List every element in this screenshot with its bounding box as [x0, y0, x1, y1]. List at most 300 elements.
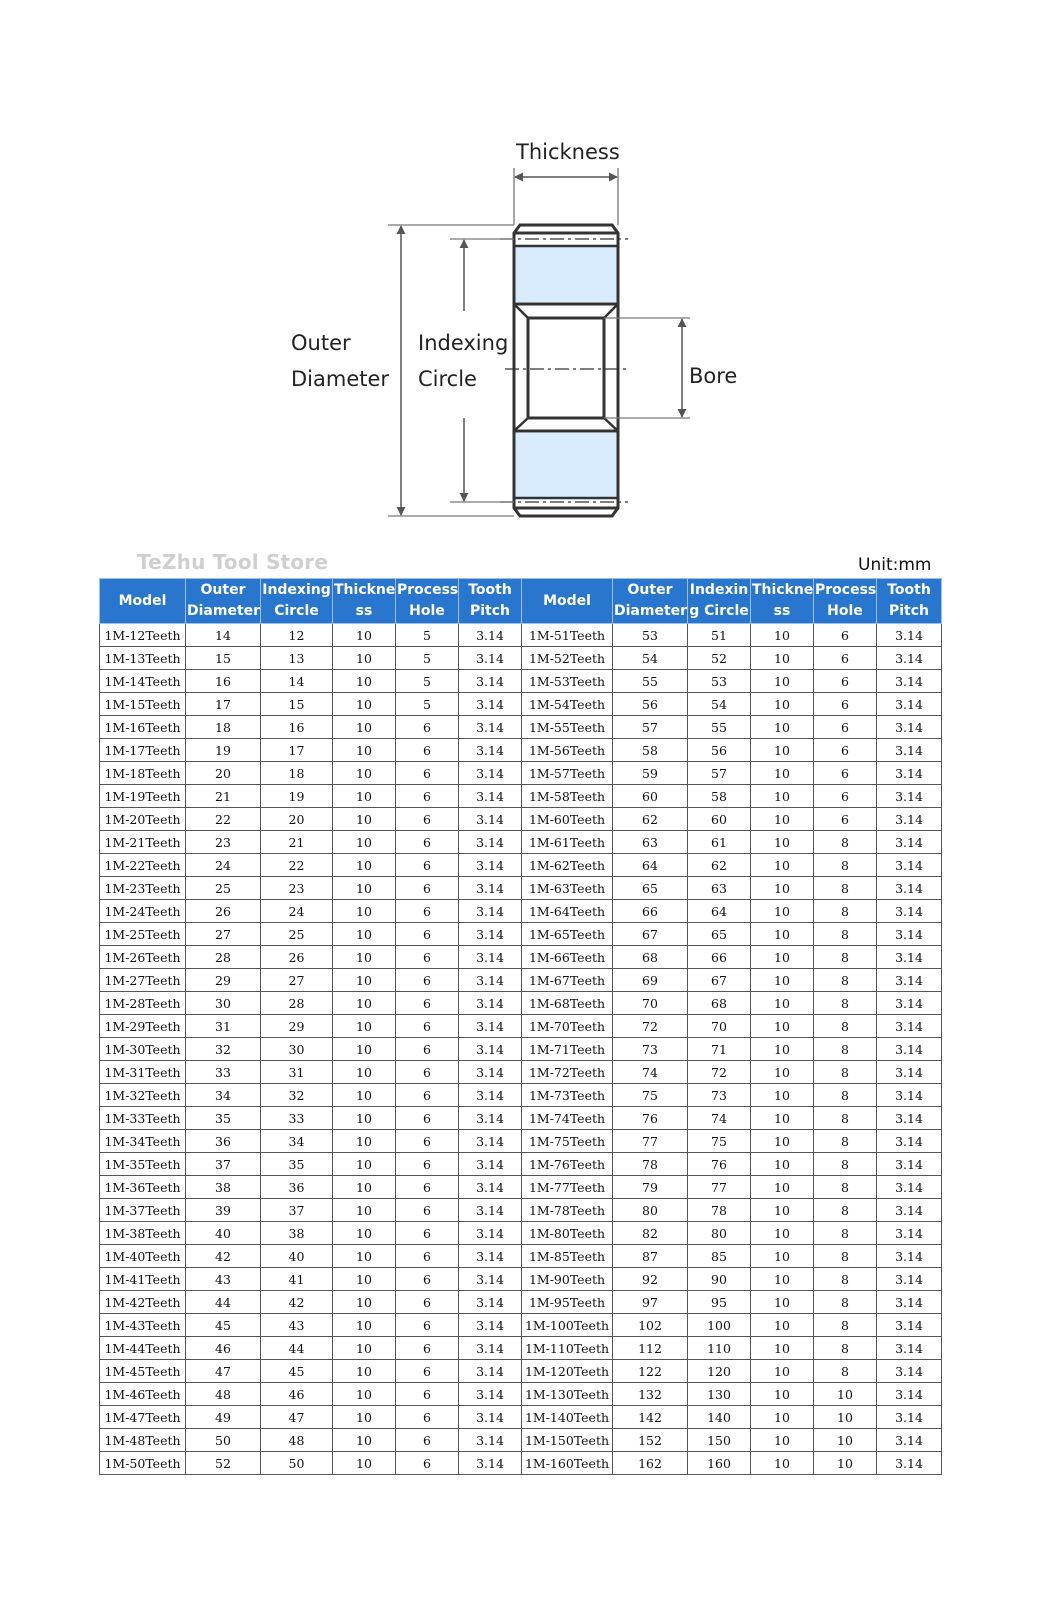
cell-thickness: 10 — [751, 923, 814, 946]
cell-model: 1M-100Teeth — [522, 1314, 613, 1337]
cell-thickness: 10 — [751, 1084, 814, 1107]
cell-thickness: 10 — [333, 1360, 396, 1383]
cell-indexing-circle: 74 — [688, 1107, 751, 1130]
cell-tooth-pitch: 3.14 — [877, 1268, 942, 1291]
cell-tooth-pitch: 3.14 — [459, 647, 522, 670]
gear-tooth-top — [515, 246, 617, 302]
cell-process-hole: 8 — [814, 877, 877, 900]
cell-outer-diameter: 30 — [186, 992, 261, 1015]
cell-thickness: 10 — [333, 900, 396, 923]
label-bore: Bore — [689, 364, 738, 388]
cell-tooth-pitch: 3.14 — [459, 1153, 522, 1176]
cell-process-hole: 6 — [814, 762, 877, 785]
cell-process-hole: 6 — [396, 762, 459, 785]
cell-model: 1M-37Teeth — [100, 1199, 186, 1222]
cell-indexing-circle: 21 — [261, 831, 333, 854]
cell-thickness: 10 — [751, 877, 814, 900]
cell-process-hole: 8 — [814, 1360, 877, 1383]
cell-indexing-circle: 67 — [688, 969, 751, 992]
cell-outer-diameter: 45 — [186, 1314, 261, 1337]
cell-process-hole: 6 — [396, 1337, 459, 1360]
cell-model: 1M-17Teeth — [100, 739, 186, 762]
cell-indexing-circle: 46 — [261, 1383, 333, 1406]
cell-process-hole: 8 — [814, 1337, 877, 1360]
cell-process-hole: 6 — [396, 1360, 459, 1383]
cell-model: 1M-51Teeth — [522, 624, 613, 647]
cell-indexing-circle: 150 — [688, 1429, 751, 1452]
cell-model: 1M-36Teeth — [100, 1176, 186, 1199]
cell-model: 1M-50Teeth — [100, 1452, 186, 1475]
cell-thickness: 10 — [333, 1176, 396, 1199]
cell-indexing-circle: 26 — [261, 946, 333, 969]
cell-model: 1M-42Teeth — [100, 1291, 186, 1314]
cell-model: 1M-53Teeth — [522, 670, 613, 693]
cell-model: 1M-76Teeth — [522, 1153, 613, 1176]
cell-model: 1M-75Teeth — [522, 1130, 613, 1153]
header-text: Model — [118, 592, 167, 609]
cell-indexing-circle: 90 — [688, 1268, 751, 1291]
cell-model: 1M-15Teeth — [100, 693, 186, 716]
cell-tooth-pitch: 3.14 — [877, 1291, 942, 1314]
cell-tooth-pitch: 3.14 — [459, 1360, 522, 1383]
cell-model: 1M-28Teeth — [100, 992, 186, 1015]
cell-process-hole: 6 — [814, 693, 877, 716]
cell-tooth-pitch: 3.14 — [877, 1061, 942, 1084]
table-row — [100, 716, 942, 739]
cell-model: 1M-71Teeth — [522, 1038, 613, 1061]
cell-outer-diameter: 62 — [613, 808, 688, 831]
cell-indexing-circle: 22 — [261, 854, 333, 877]
header-text: Pitch — [469, 603, 511, 619]
cell-indexing-circle: 65 — [688, 923, 751, 946]
cell-outer-diameter: 152 — [613, 1429, 688, 1452]
table-row — [100, 808, 942, 831]
table-row — [100, 739, 942, 762]
table-row — [100, 877, 942, 900]
table-row — [100, 1429, 942, 1452]
cell-outer-diameter: 33 — [186, 1061, 261, 1084]
cell-thickness: 10 — [751, 808, 814, 831]
cell-process-hole: 8 — [814, 1268, 877, 1291]
cell-tooth-pitch: 3.14 — [459, 1015, 522, 1038]
cell-model: 1M-45Teeth — [100, 1360, 186, 1383]
cell-outer-diameter: 26 — [186, 900, 261, 923]
cell-outer-diameter: 46 — [186, 1337, 261, 1360]
cell-thickness: 10 — [751, 1199, 814, 1222]
table-row — [100, 1337, 942, 1360]
cell-thickness: 10 — [333, 1038, 396, 1061]
cell-indexing-circle: 58 — [688, 785, 751, 808]
cell-tooth-pitch: 3.14 — [459, 1383, 522, 1406]
cell-model: 1M-34Teeth — [100, 1130, 186, 1153]
cell-indexing-circle: 95 — [688, 1291, 751, 1314]
cell-thickness: 10 — [333, 1337, 396, 1360]
cell-tooth-pitch: 3.14 — [459, 693, 522, 716]
cell-tooth-pitch: 3.14 — [877, 900, 942, 923]
cell-indexing-circle: 31 — [261, 1061, 333, 1084]
cell-tooth-pitch: 3.14 — [459, 716, 522, 739]
cell-tooth-pitch: 3.14 — [877, 1084, 942, 1107]
cell-indexing-circle: 110 — [688, 1337, 751, 1360]
cell-process-hole: 8 — [814, 1199, 877, 1222]
cell-indexing-circle: 55 — [688, 716, 751, 739]
cell-outer-diameter: 48 — [186, 1383, 261, 1406]
cell-outer-diameter: 39 — [186, 1199, 261, 1222]
bore-hole — [528, 318, 604, 418]
cell-tooth-pitch: 3.14 — [459, 1130, 522, 1153]
cell-process-hole: 8 — [814, 1038, 877, 1061]
cell-process-hole: 6 — [396, 1061, 459, 1084]
header-text: Process — [397, 582, 459, 598]
header-text: ss — [773, 603, 791, 619]
cell-model: 1M-43Teeth — [100, 1314, 186, 1337]
cell-process-hole: 8 — [814, 1291, 877, 1314]
cell-thickness: 10 — [333, 946, 396, 969]
cell-model: 1M-23Teeth — [100, 877, 186, 900]
cell-model: 1M-32Teeth — [100, 1084, 186, 1107]
cell-thickness: 10 — [333, 739, 396, 762]
cell-tooth-pitch: 3.14 — [459, 923, 522, 946]
cell-thickness: 10 — [333, 808, 396, 831]
cell-tooth-pitch: 3.14 — [877, 1406, 942, 1429]
cell-process-hole: 8 — [814, 1222, 877, 1245]
cell-indexing-circle: 64 — [688, 900, 751, 923]
bore-chamfer-bl — [514, 418, 528, 431]
cell-process-hole: 8 — [814, 1245, 877, 1268]
cell-model: 1M-22Teeth — [100, 854, 186, 877]
cell-indexing-circle: 29 — [261, 1015, 333, 1038]
cell-thickness: 10 — [751, 739, 814, 762]
cell-model: 1M-67Teeth — [522, 969, 613, 992]
cell-process-hole: 5 — [396, 647, 459, 670]
cell-indexing-circle: 56 — [688, 739, 751, 762]
cell-outer-diameter: 24 — [186, 854, 261, 877]
cell-outer-diameter: 77 — [613, 1130, 688, 1153]
cell-thickness: 10 — [333, 877, 396, 900]
cell-tooth-pitch: 3.14 — [877, 969, 942, 992]
table-row — [100, 1452, 942, 1475]
cell-thickness: 10 — [333, 624, 396, 647]
cell-indexing-circle: 36 — [261, 1176, 333, 1199]
cell-outer-diameter: 54 — [613, 647, 688, 670]
cell-process-hole: 6 — [396, 1314, 459, 1337]
cell-model: 1M-33Teeth — [100, 1107, 186, 1130]
cell-model: 1M-63Teeth — [522, 877, 613, 900]
cell-thickness: 10 — [751, 1337, 814, 1360]
table-row — [100, 1199, 942, 1222]
cell-thickness: 10 — [333, 1130, 396, 1153]
table-row — [100, 1107, 942, 1130]
cell-thickness: 10 — [333, 670, 396, 693]
cell-process-hole: 8 — [814, 1084, 877, 1107]
header-text: Model — [543, 592, 591, 609]
cell-outer-diameter: 14 — [186, 624, 261, 647]
cell-process-hole: 6 — [814, 785, 877, 808]
cell-tooth-pitch: 3.14 — [459, 946, 522, 969]
table-row — [100, 785, 942, 808]
cell-tooth-pitch: 3.14 — [877, 946, 942, 969]
cell-outer-diameter: 58 — [613, 739, 688, 762]
cell-thickness: 10 — [333, 1245, 396, 1268]
cell-indexing-circle: 100 — [688, 1314, 751, 1337]
cell-thickness: 10 — [333, 1314, 396, 1337]
cell-process-hole: 6 — [396, 1199, 459, 1222]
cell-indexing-circle: 41 — [261, 1268, 333, 1291]
cell-indexing-circle: 37 — [261, 1199, 333, 1222]
cell-outer-diameter: 31 — [186, 1015, 261, 1038]
header-process-hole-right — [814, 579, 877, 624]
cell-thickness: 10 — [751, 1383, 814, 1406]
cell-outer-diameter: 70 — [613, 992, 688, 1015]
header-indexing-circle-right — [688, 579, 751, 624]
cell-model: 1M-65Teeth — [522, 923, 613, 946]
cell-model: 1M-72Teeth — [522, 1061, 613, 1084]
cell-indexing-circle: 78 — [688, 1199, 751, 1222]
cell-outer-diameter: 82 — [613, 1222, 688, 1245]
cell-outer-diameter: 67 — [613, 923, 688, 946]
cell-model: 1M-78Teeth — [522, 1199, 613, 1222]
cell-model: 1M-29Teeth — [100, 1015, 186, 1038]
header-text: Tooth — [468, 582, 512, 598]
cell-indexing-circle: 48 — [261, 1429, 333, 1452]
cell-thickness: 10 — [333, 1429, 396, 1452]
cell-model: 1M-47Teeth — [100, 1406, 186, 1429]
cell-process-hole: 6 — [814, 716, 877, 739]
cell-model: 1M-25Teeth — [100, 923, 186, 946]
cell-outer-diameter: 57 — [613, 716, 688, 739]
cell-outer-diameter: 59 — [613, 762, 688, 785]
cell-tooth-pitch: 3.14 — [459, 1314, 522, 1337]
cell-model: 1M-14Teeth — [100, 670, 186, 693]
cell-indexing-circle: 32 — [261, 1084, 333, 1107]
cell-process-hole: 6 — [396, 1268, 459, 1291]
cell-indexing-circle: 15 — [261, 693, 333, 716]
table-row — [100, 1268, 942, 1291]
cell-process-hole: 6 — [396, 1038, 459, 1061]
cell-tooth-pitch: 3.14 — [459, 831, 522, 854]
header-text: Indexing — [262, 582, 331, 598]
cell-process-hole: 6 — [396, 900, 459, 923]
cell-process-hole: 6 — [396, 1452, 459, 1475]
cell-tooth-pitch: 3.14 — [459, 854, 522, 877]
gear-tooth-bottom — [515, 433, 617, 499]
table-row — [100, 1038, 942, 1061]
cell-thickness: 10 — [333, 1107, 396, 1130]
cell-indexing-circle: 13 — [261, 647, 333, 670]
cell-outer-diameter: 17 — [186, 693, 261, 716]
cell-model: 1M-27Teeth — [100, 969, 186, 992]
cell-process-hole: 10 — [814, 1406, 877, 1429]
cell-indexing-circle: 23 — [261, 877, 333, 900]
cell-indexing-circle: 76 — [688, 1153, 751, 1176]
cell-process-hole: 6 — [396, 992, 459, 1015]
cell-model: 1M-140Teeth — [522, 1406, 613, 1429]
cell-tooth-pitch: 3.14 — [459, 624, 522, 647]
cell-indexing-circle: 25 — [261, 923, 333, 946]
cell-indexing-circle: 35 — [261, 1153, 333, 1176]
cell-tooth-pitch: 3.14 — [459, 1199, 522, 1222]
cell-process-hole: 10 — [814, 1383, 877, 1406]
cell-thickness: 10 — [751, 762, 814, 785]
cell-indexing-circle: 38 — [261, 1222, 333, 1245]
cell-outer-diameter: 66 — [613, 900, 688, 923]
gear-cross-section-diagram — [0, 0, 1039, 545]
cell-thickness: 10 — [333, 1153, 396, 1176]
cell-model: 1M-12Teeth — [100, 624, 186, 647]
cell-indexing-circle: 75 — [688, 1130, 751, 1153]
cell-tooth-pitch: 3.14 — [877, 1429, 942, 1452]
cell-indexing-circle: 44 — [261, 1337, 333, 1360]
cell-process-hole: 10 — [814, 1452, 877, 1475]
cell-process-hole: 8 — [814, 831, 877, 854]
cell-outer-diameter: 52 — [186, 1452, 261, 1475]
header-text: Indexin — [689, 582, 749, 598]
cell-model: 1M-85Teeth — [522, 1245, 613, 1268]
cell-thickness: 10 — [751, 785, 814, 808]
cell-model: 1M-120Teeth — [522, 1360, 613, 1383]
header-indexing-circle-left — [261, 579, 333, 624]
cell-process-hole: 6 — [396, 1107, 459, 1130]
cell-tooth-pitch: 3.14 — [459, 900, 522, 923]
cell-model: 1M-74Teeth — [522, 1107, 613, 1130]
cell-tooth-pitch: 3.14 — [877, 1383, 942, 1406]
cell-model: 1M-60Teeth — [522, 808, 613, 831]
cell-thickness: 10 — [751, 1314, 814, 1337]
cell-outer-diameter: 23 — [186, 831, 261, 854]
cell-indexing-circle: 43 — [261, 1314, 333, 1337]
table-row — [100, 1245, 942, 1268]
cell-tooth-pitch: 3.14 — [459, 1245, 522, 1268]
cell-indexing-circle: 72 — [688, 1061, 751, 1084]
cell-model: 1M-61Teeth — [522, 831, 613, 854]
cell-indexing-circle: 24 — [261, 900, 333, 923]
cell-tooth-pitch: 3.14 — [877, 693, 942, 716]
cell-outer-diameter: 22 — [186, 808, 261, 831]
cell-indexing-circle: 34 — [261, 1130, 333, 1153]
cell-model: 1M-66Teeth — [522, 946, 613, 969]
cell-tooth-pitch: 3.14 — [459, 762, 522, 785]
cell-thickness: 10 — [751, 1153, 814, 1176]
cell-model: 1M-52Teeth — [522, 647, 613, 670]
gear-body — [514, 225, 618, 516]
cell-indexing-circle: 45 — [261, 1360, 333, 1383]
cell-indexing-circle: 52 — [688, 647, 751, 670]
cell-process-hole: 6 — [396, 1245, 459, 1268]
cell-indexing-circle: 80 — [688, 1222, 751, 1245]
cell-process-hole: 6 — [396, 1153, 459, 1176]
cell-outer-diameter: 34 — [186, 1084, 261, 1107]
cell-indexing-circle: 63 — [688, 877, 751, 900]
cell-thickness: 10 — [333, 1291, 396, 1314]
cell-outer-diameter: 76 — [613, 1107, 688, 1130]
cell-model: 1M-110Teeth — [522, 1337, 613, 1360]
cell-process-hole: 6 — [396, 785, 459, 808]
cell-tooth-pitch: 3.14 — [877, 923, 942, 946]
cell-model: 1M-38Teeth — [100, 1222, 186, 1245]
cell-indexing-circle: 57 — [688, 762, 751, 785]
table-header-row — [100, 579, 942, 624]
cell-thickness: 10 — [333, 1084, 396, 1107]
cell-tooth-pitch: 3.14 — [459, 1107, 522, 1130]
header-text: Process — [815, 582, 877, 598]
cell-outer-diameter: 78 — [613, 1153, 688, 1176]
cell-indexing-circle: 50 — [261, 1452, 333, 1475]
cell-process-hole: 8 — [814, 1153, 877, 1176]
cell-process-hole: 6 — [396, 923, 459, 946]
cell-outer-diameter: 40 — [186, 1222, 261, 1245]
cell-tooth-pitch: 3.14 — [459, 808, 522, 831]
table-row — [100, 900, 942, 923]
cell-outer-diameter: 15 — [186, 647, 261, 670]
cell-thickness: 10 — [333, 1015, 396, 1038]
cell-model: 1M-20Teeth — [100, 808, 186, 831]
cell-thickness: 10 — [751, 946, 814, 969]
cell-thickness: 10 — [751, 1107, 814, 1130]
cell-outer-diameter: 21 — [186, 785, 261, 808]
cell-indexing-circle: 40 — [261, 1245, 333, 1268]
cell-model: 1M-90Teeth — [522, 1268, 613, 1291]
cell-model: 1M-160Teeth — [522, 1452, 613, 1475]
cell-process-hole: 6 — [396, 1130, 459, 1153]
cell-tooth-pitch: 3.14 — [877, 739, 942, 762]
cell-indexing-circle: 60 — [688, 808, 751, 831]
table-row — [100, 647, 942, 670]
cell-outer-diameter: 75 — [613, 1084, 688, 1107]
cell-thickness: 10 — [751, 969, 814, 992]
cell-tooth-pitch: 3.14 — [877, 1452, 942, 1475]
cell-process-hole: 8 — [814, 1176, 877, 1199]
table-row — [100, 1360, 942, 1383]
cell-outer-diameter: 112 — [613, 1337, 688, 1360]
cell-process-hole: 6 — [396, 831, 459, 854]
cell-thickness: 10 — [333, 923, 396, 946]
cell-model: 1M-31Teeth — [100, 1061, 186, 1084]
cell-outer-diameter: 92 — [613, 1268, 688, 1291]
cell-tooth-pitch: 3.14 — [459, 739, 522, 762]
table-row — [100, 1291, 942, 1314]
cell-thickness: 10 — [333, 992, 396, 1015]
header-text: Diameter — [614, 603, 688, 619]
cell-model: 1M-57Teeth — [522, 762, 613, 785]
cell-outer-diameter: 122 — [613, 1360, 688, 1383]
table-row — [100, 969, 942, 992]
cell-process-hole: 6 — [396, 1429, 459, 1452]
cell-outer-diameter: 64 — [613, 854, 688, 877]
cell-process-hole: 8 — [814, 1015, 877, 1038]
cell-outer-diameter: 80 — [613, 1199, 688, 1222]
cell-tooth-pitch: 3.14 — [877, 716, 942, 739]
cell-tooth-pitch: 3.14 — [459, 1222, 522, 1245]
cell-thickness: 10 — [333, 1452, 396, 1475]
table-row — [100, 992, 942, 1015]
table-row — [100, 923, 942, 946]
table-row — [100, 1222, 942, 1245]
cell-tooth-pitch: 3.14 — [877, 1038, 942, 1061]
cell-thickness: 10 — [333, 1199, 396, 1222]
cell-indexing-circle: 53 — [688, 670, 751, 693]
table-row — [100, 946, 942, 969]
header-text: Outer — [627, 582, 673, 598]
cell-outer-diameter: 20 — [186, 762, 261, 785]
cell-tooth-pitch: 3.14 — [877, 808, 942, 831]
cell-process-hole: 8 — [814, 923, 877, 946]
cell-process-hole: 8 — [814, 1107, 877, 1130]
cell-tooth-pitch: 3.14 — [877, 877, 942, 900]
cell-indexing-circle: 20 — [261, 808, 333, 831]
cell-indexing-circle: 85 — [688, 1245, 751, 1268]
cell-tooth-pitch: 3.14 — [459, 1337, 522, 1360]
cell-tooth-pitch: 3.14 — [877, 1107, 942, 1130]
